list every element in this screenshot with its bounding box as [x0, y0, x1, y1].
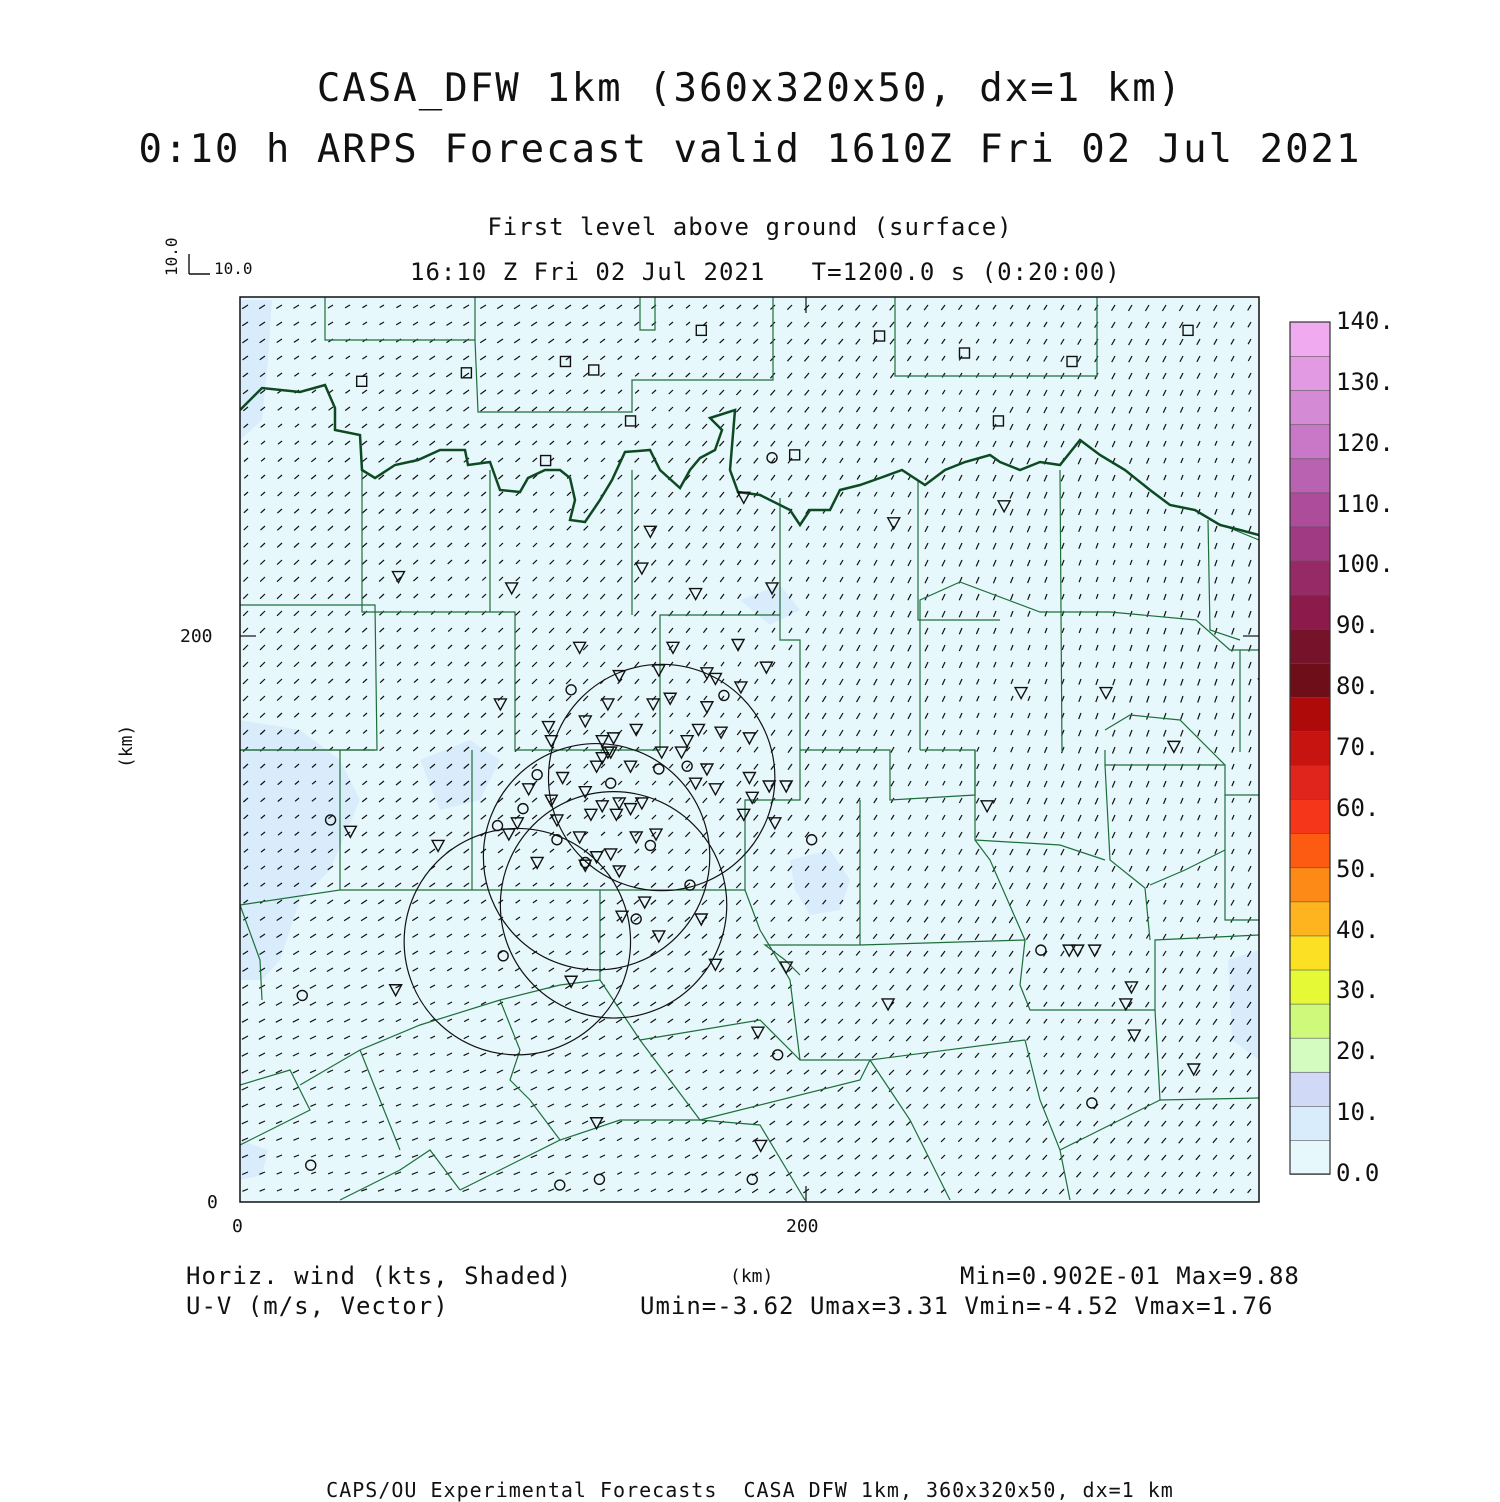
colorbar-label: 140.	[1336, 307, 1394, 335]
colorbar-label: 50.	[1336, 854, 1380, 883]
colorbar-label: 60.	[1336, 793, 1380, 822]
vector-reference-arrow	[189, 254, 210, 274]
colorbar-swatch	[1290, 833, 1330, 868]
colorbar-label: 100.	[1336, 550, 1394, 579]
colorbar-label: 20.	[1336, 1037, 1380, 1066]
colorbar-label: 110.	[1336, 489, 1394, 518]
colorbar-swatch	[1290, 1072, 1330, 1107]
colorbar-label: 130.	[1336, 367, 1394, 396]
colorbar-swatch	[1290, 1004, 1330, 1039]
uv-min-max-label: Umin=-3.62 Umax=3.31 Vmin=-4.52 Vmax=1.76	[640, 1292, 1274, 1320]
colorbar-swatch	[1290, 526, 1330, 561]
title-line-2: 0:10 h ARPS Forecast valid 1610Z Fri 02 Jul 2021	[138, 127, 1362, 172]
vector-reference-v-label: 10.0	[162, 237, 181, 276]
colorbar-swatch	[1290, 799, 1330, 834]
colorbar-swatch	[1290, 731, 1330, 766]
x-tick-0: 0	[232, 1216, 243, 1237]
x-axis-label: (km)	[730, 1266, 774, 1287]
field-vector-label: U-V (m/s, Vector)	[186, 1292, 449, 1320]
min-max-label: Min=0.902E-01 Max=9.88	[960, 1262, 1300, 1290]
colorbar-swatch	[1290, 765, 1330, 800]
colorbar-swatch	[1290, 663, 1330, 698]
station-triangle	[1258, 679, 1270, 690]
colorbar-label: 90.	[1336, 611, 1380, 640]
colorbar-swatch	[1290, 595, 1330, 630]
colorbar-swatch	[1290, 1140, 1330, 1175]
y-tick-0: 0	[207, 1192, 218, 1213]
y-axis-label: (km)	[116, 724, 137, 768]
y-tick-200: 200	[180, 626, 213, 647]
colorbar-swatch	[1290, 970, 1330, 1005]
colorbar	[1290, 322, 1330, 1175]
colorbar-swatch	[1290, 390, 1330, 425]
wind-shading-background	[240, 297, 1259, 1202]
colorbar-swatch	[1290, 356, 1330, 391]
colorbar-swatch	[1290, 458, 1330, 493]
colorbar-label: 80.	[1336, 672, 1380, 701]
colorbar-swatch	[1290, 322, 1330, 357]
colorbar-swatch	[1290, 629, 1330, 664]
colorbar-label: 10.	[1336, 1098, 1380, 1127]
colorbar-swatch	[1290, 935, 1330, 970]
colorbar-label: 30.	[1336, 976, 1380, 1005]
colorbar-swatch	[1290, 561, 1330, 596]
colorbar-label: 40.	[1336, 915, 1380, 944]
x-tick-200: 200	[786, 1216, 819, 1237]
colorbar-swatch	[1290, 697, 1330, 732]
colorbar-swatch	[1290, 901, 1330, 936]
colorbar-label: 0.0	[1336, 1159, 1380, 1187]
subtitle-time: 16:10 Z Fri 02 Jul 2021 T=1200.0 s (0:20:00)	[410, 258, 1121, 286]
subtitle-level: First level above ground (surface)	[487, 213, 1013, 241]
credit-line: CAPS/OU Experimental Forecasts CASA DFW 1km, 360x320x50, dx=1 km	[326, 1478, 1174, 1502]
field-shaded-label: Horiz. wind (kts, Shaded)	[186, 1262, 573, 1290]
colorbar-swatch	[1290, 867, 1330, 902]
colorbar-label: 70.	[1336, 733, 1380, 761]
colorbar-swatch	[1290, 1038, 1330, 1073]
colorbar-label: 120.	[1336, 428, 1394, 457]
colorbar-swatch	[1290, 1106, 1330, 1141]
colorbar-swatch	[1290, 492, 1330, 527]
colorbar-swatch	[1290, 424, 1330, 459]
title-line-1: CASA_DFW 1km (360x320x50, dx=1 km)	[316, 66, 1184, 111]
vector-reference-u-label: 10.0	[214, 259, 253, 278]
